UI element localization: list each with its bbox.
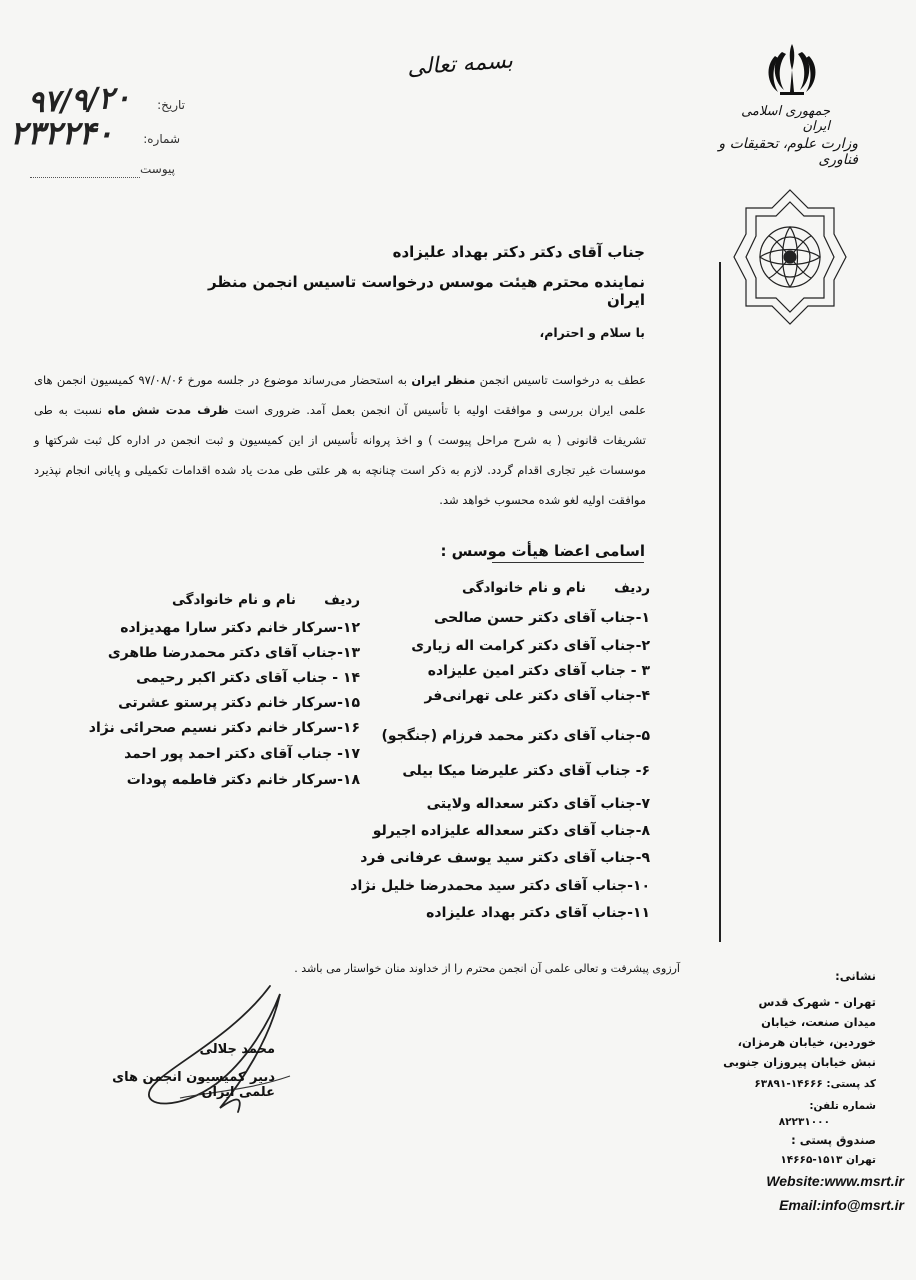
member-item: ۱۴ - جناب آقای دکتر اکبر رحیمی	[136, 670, 360, 686]
member-item: ۶- جناب آقای دکتر علیرضا میکا بیلی	[402, 763, 650, 779]
member-item: ۱۱-جناب آقای دکتر بهداد علیزاده	[426, 905, 650, 921]
attachment-label: پیوست	[140, 162, 175, 176]
recipient-title: نماینده محترم هیئت موسس درخواست تاسیس انجمن منظر ایران	[207, 273, 645, 309]
number-value: ۲۳۲۲۴۰	[10, 114, 114, 152]
attachment-line	[30, 176, 140, 178]
member-item: ۲-جناب آقای دکتر کرامت اله زیاری	[411, 638, 650, 654]
body-part-3: نسبت به طی تشریفات قانونی ( به شرح مراحل پیوست ) و اخذ پروانه تأسیس از این کمیسیون و ثبت انجمن در اداره کل ثبت شرکتها و موسسات غیر تجاری اقدام گردد. لازم به ذکر است چنانچه به هر علتی طی مدت یاد شده اقدامات تکمیلی و پایانی انجام نپذیرد موافقت اولیه لغو شده محسوب خواهد شد.	[34, 403, 646, 507]
member-item: ۱۷- جناب آقای دکتر احمد پور احمد	[124, 746, 360, 762]
member-item: ۱۸-سرکار خانم دکتر فاطمه پودات	[126, 772, 360, 788]
number-label: شماره:	[143, 132, 180, 146]
bismillah-heading: بسمه تعالی	[406, 48, 514, 81]
member-item: ۱۶-سرکار خانم دکتر نسیم صحرائی نژاد	[88, 720, 360, 736]
member-item: ۵-جناب آقای دکتر محمد فرزام (جنگجو)	[381, 728, 650, 744]
body-part-1: عطف به درخواست تاسیس انجمن	[475, 373, 646, 387]
member-item: ۱۰-جناب آقای دکتر سید محمدرضا خلیل نژاد	[350, 878, 650, 894]
body-bold-1: منظر ایران	[411, 373, 476, 387]
republic-label: جمهوری اسلامی ایران	[741, 104, 830, 134]
right-column-header: ردیف نام و نام خانوادگی	[462, 580, 650, 596]
member-item: ۴-جناب آقای دکتر علی تهرانی‌فر	[424, 688, 650, 704]
member-item: ۱۲-سرکار خانم دکتر سارا مهدیزاده	[120, 620, 360, 636]
phone-number: ۸۲۲۳۱۰۰۰	[778, 1116, 830, 1128]
left-column-header: ردیف نام و نام خانوادگی	[172, 592, 360, 608]
member-item: ۱-جناب آقای دکتر حسن صالحی	[433, 610, 650, 626]
members-title-underline	[492, 562, 644, 563]
address-line: خوردین، خیابان هرمزان،	[737, 1035, 876, 1049]
signatory-name: محمد جلالی	[199, 1042, 275, 1057]
ministry-label: وزارت علوم، تحقیقات و فناوری	[718, 136, 858, 168]
member-item: ۸-جناب آقای دکتر سعداله علیزاده اجیرلو	[372, 823, 650, 839]
member-item: ۳ - جناب آقای دکتر امین علیزاده	[427, 663, 650, 679]
address-label: نشانی:	[835, 969, 876, 983]
date-label: تاریخ:	[157, 98, 185, 112]
member-item: ۱۵-سرکار خانم دکتر پرستو عشرتی	[118, 695, 360, 711]
recipient-name: جناب آقای دکتر دکتر بهداد علیزاده	[392, 243, 645, 261]
email-link[interactable]: Email:info@msrt.ir	[779, 1197, 904, 1213]
pobox-value: تهران ۱۵۱۳-۱۴۶۶۵	[780, 1154, 876, 1166]
iran-emblem-icon	[762, 40, 822, 100]
member-item: ۹-جناب آقای دکتر سید یوسف عرفانی فرد	[360, 850, 650, 866]
body-part-2: به استحضار می‌رساند موضوع در جلسه مورخ ۹۷/۰۸/۰۶ کمیسیون انجمن های علمی ایران بررسی و موافقت اولیه با تأسیس آن انجمن بعمل آمد. ضروری است	[34, 373, 646, 417]
signatory-title: دبیر کمیسیون انجمن های علمی ایران	[112, 1070, 275, 1100]
member-item: ۷-جناب آقای دکتر سعداله ولایتی	[426, 796, 650, 812]
pobox-label: صندوق پستی :	[791, 1133, 876, 1147]
closing-line: آرزوی پیشرفت و تعالی علمی آن انجمن محترم را از خداوند منان خواستار می باشد .	[294, 962, 680, 975]
body-bold-2: ظرف مدت شش ماه	[107, 403, 229, 417]
members-title: اسامی اعضا هیأت موسس :	[440, 542, 645, 560]
website-link[interactable]: Website:www.msrt.ir	[766, 1173, 904, 1189]
letter-body	[34, 365, 646, 515]
member-item: ۱۳-جناب آقای دکتر محمدرضا طاهری	[107, 645, 360, 661]
islamic-ornament-icon	[730, 186, 850, 328]
phone-label: شماره تلفن:	[809, 1100, 876, 1112]
address-line: نبش خیابان پیروزان جنوبی	[723, 1055, 876, 1069]
address-line: تهران - شهرک قدس	[758, 995, 876, 1009]
vertical-rule	[719, 262, 721, 942]
address-line: میدان صنعت، خیابان	[761, 1015, 876, 1029]
salutation: با سلام و احترام،	[539, 325, 645, 340]
postal-code: کد پستی: ۱۴۶۶۶-۶۳۸۹۱	[754, 1078, 876, 1090]
date-value: ۹۷/۹/۲۰	[27, 80, 132, 121]
